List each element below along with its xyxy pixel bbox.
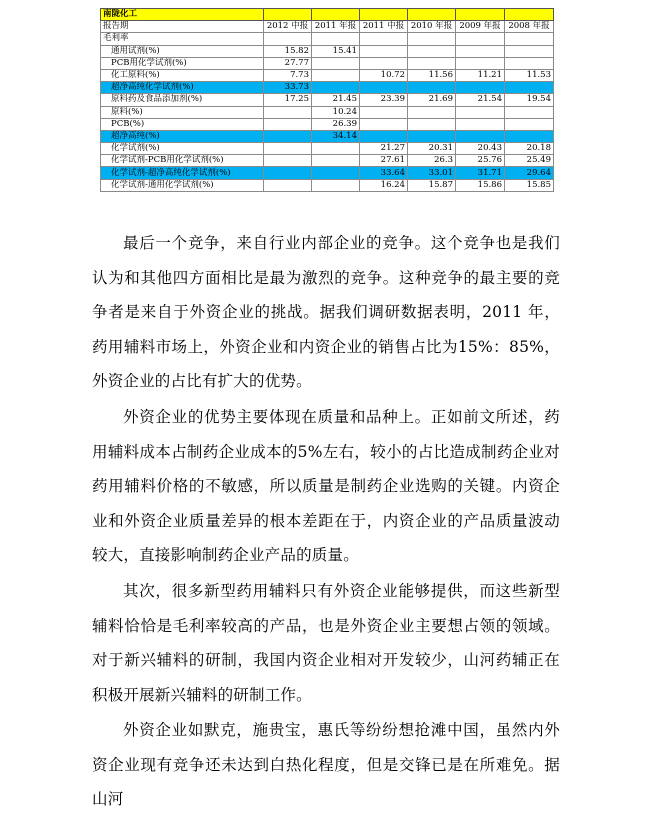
row-label: 化工原料(%)	[101, 69, 264, 81]
value-cell: 19.54	[505, 94, 554, 106]
value-cell: 21.54	[456, 94, 505, 106]
value-cell: 11.21	[456, 69, 505, 81]
value-cell: 7.73	[264, 69, 312, 81]
row-label: 化学试剂-通用化学试剂(%)	[101, 179, 264, 191]
value-cell: 33.01	[408, 167, 456, 179]
table-row	[101, 106, 554, 118]
value-cell	[360, 82, 408, 94]
value-cell: 21.27	[360, 143, 408, 155]
table-body	[101, 9, 554, 192]
table-title: 南陇化工	[101, 9, 264, 21]
row-label: 超净高纯(%)	[101, 130, 264, 142]
value-cell	[505, 130, 554, 142]
header-cell: 2011 年报	[312, 21, 360, 33]
value-cell	[264, 130, 312, 142]
gross-margin-table	[100, 8, 554, 192]
value-cell	[264, 33, 312, 45]
header-cell: 2011 中报	[360, 21, 408, 33]
value-cell	[312, 167, 360, 179]
value-cell: 17.25	[264, 94, 312, 106]
value-cell	[408, 45, 456, 57]
value-cell: 20.31	[408, 143, 456, 155]
table-row	[101, 155, 554, 167]
value-cell: 15.85	[505, 179, 554, 191]
value-cell	[505, 57, 554, 69]
value-cell	[264, 118, 312, 130]
value-cell	[505, 118, 554, 130]
value-cell: 20.18	[505, 143, 554, 155]
row-label: 化学试剂(%)	[101, 143, 264, 155]
value-cell	[456, 45, 505, 57]
row-label: 原料(%)	[101, 106, 264, 118]
header-cell: 2012 中报	[264, 21, 312, 33]
value-cell	[505, 45, 554, 57]
table-row	[101, 118, 554, 130]
value-cell	[312, 69, 360, 81]
value-cell: 20.43	[456, 143, 505, 155]
header-cell: 2009 年报	[456, 21, 505, 33]
value-cell	[264, 155, 312, 167]
value-cell: 33.73	[264, 82, 312, 94]
table-row	[101, 82, 554, 94]
header-cell: 报告期	[101, 21, 264, 33]
value-cell: 23.39	[360, 94, 408, 106]
value-cell	[312, 33, 360, 45]
row-label: 化学试剂-超净高纯化学试剂(%)	[101, 167, 264, 179]
value-cell: 11.53	[505, 69, 554, 81]
value-cell	[360, 118, 408, 130]
value-cell	[408, 118, 456, 130]
paragraph-competition: 最后一个竞争，来自行业内部企业的竞争。这个竞争也是我们认为和其他四方面相比是最为激烈的竞争。这种竞争的最主要的竞争者是来自于外资企业的挑战。据我们调研数据表明，2011 年，药用辅料市场上，外资企业和内资企业的销售占比为15%：85%，外资企业的占比有扩大的优势。	[92, 234, 560, 390]
value-cell	[360, 45, 408, 57]
value-cell	[456, 106, 505, 118]
value-cell: 25.49	[505, 155, 554, 167]
value-cell: 29.64	[505, 167, 554, 179]
value-cell	[360, 57, 408, 69]
value-cell	[456, 82, 505, 94]
value-cell: 15.41	[312, 45, 360, 57]
table-row	[101, 57, 554, 69]
value-cell	[505, 106, 554, 118]
value-cell: 15.82	[264, 45, 312, 57]
value-cell: 26.3	[408, 155, 456, 167]
value-cell	[312, 143, 360, 155]
value-cell: 16.24	[360, 179, 408, 191]
value-cell	[408, 33, 456, 45]
value-cell	[456, 118, 505, 130]
table-row	[101, 130, 554, 142]
value-cell	[264, 179, 312, 191]
value-cell: 25.76	[456, 155, 505, 167]
value-cell	[264, 167, 312, 179]
row-label: PCB(%)	[101, 118, 264, 130]
table-title-row	[101, 9, 554, 21]
value-cell	[408, 106, 456, 118]
value-cell	[312, 82, 360, 94]
paragraph-foreign-entry: 外资企业如默克，施贵宝，惠氏等纷纷想抢滩中国，虽然内外资企业现有竞争还未达到白热化程度，但是交锋已是在所难免。据山河	[92, 721, 560, 808]
value-cell: 27.61	[360, 155, 408, 167]
value-cell: 21.69	[408, 94, 456, 106]
header-cell: 2008 年报	[505, 21, 554, 33]
value-cell	[408, 82, 456, 94]
value-cell: 31.71	[456, 167, 505, 179]
table-row	[101, 33, 554, 45]
value-cell: 34.14	[312, 130, 360, 142]
row-label: 超净高纯化学试剂(%)	[101, 82, 264, 94]
table-row	[101, 179, 554, 191]
value-cell	[264, 106, 312, 118]
value-cell: 21.45	[312, 94, 360, 106]
row-label: 化学试剂-PCB用化学试剂(%)	[101, 155, 264, 167]
row-label: 毛利率	[101, 33, 264, 45]
value-cell	[505, 33, 554, 45]
value-cell	[505, 82, 554, 94]
value-cell	[312, 179, 360, 191]
value-cell	[456, 57, 505, 69]
header-cell: 2010 年报	[408, 21, 456, 33]
value-cell	[360, 106, 408, 118]
value-cell: 15.87	[408, 179, 456, 191]
table-row	[101, 143, 554, 155]
value-cell	[360, 130, 408, 142]
value-cell	[360, 33, 408, 45]
value-cell	[408, 57, 456, 69]
table-row	[101, 167, 554, 179]
table-header-row	[101, 21, 554, 33]
row-label: 通用试剂(%)	[101, 45, 264, 57]
value-cell: 15.86	[456, 179, 505, 191]
table-row	[101, 94, 554, 106]
row-label: PCB用化学试剂(%)	[101, 57, 264, 69]
value-cell: 26.39	[312, 118, 360, 130]
table-row	[101, 69, 554, 81]
value-cell: 11.56	[408, 69, 456, 81]
row-label: 原料药及食品添加剂(%)	[101, 94, 264, 106]
value-cell: 27.77	[264, 57, 312, 69]
table-row	[101, 45, 554, 57]
value-cell	[312, 57, 360, 69]
value-cell	[456, 33, 505, 45]
value-cell: 10.72	[360, 69, 408, 81]
value-cell: 33.64	[360, 167, 408, 179]
value-cell	[408, 130, 456, 142]
value-cell	[456, 130, 505, 142]
paragraph-quality-advantage: 外资企业的优势主要体现在质量和品种上。正如前文所述，药用辅料成本占制药企业成本的5%左右，较小的占比造成制药企业对药用辅料价格的不敏感，所以质量是制药企业选购的关键。内资企业和外资企业质量差异的根本差距在于，内资企业的产品质量波动较大，直接影响制药企业产品的质量。	[92, 408, 560, 564]
value-cell	[312, 155, 360, 167]
value-cell	[264, 143, 312, 155]
value-cell: 10.24	[312, 106, 360, 118]
paragraph-new-excipients: 其次，很多新型药用辅料只有外资企业能够提供，而这些新型辅料恰恰是毛利率较高的产品，也是外资企业主要想占领的领域。对于新兴辅料的研制，我国内资企业相对开发较少，山河药辅正在积极开展新兴辅料的研制工作。	[92, 582, 560, 704]
